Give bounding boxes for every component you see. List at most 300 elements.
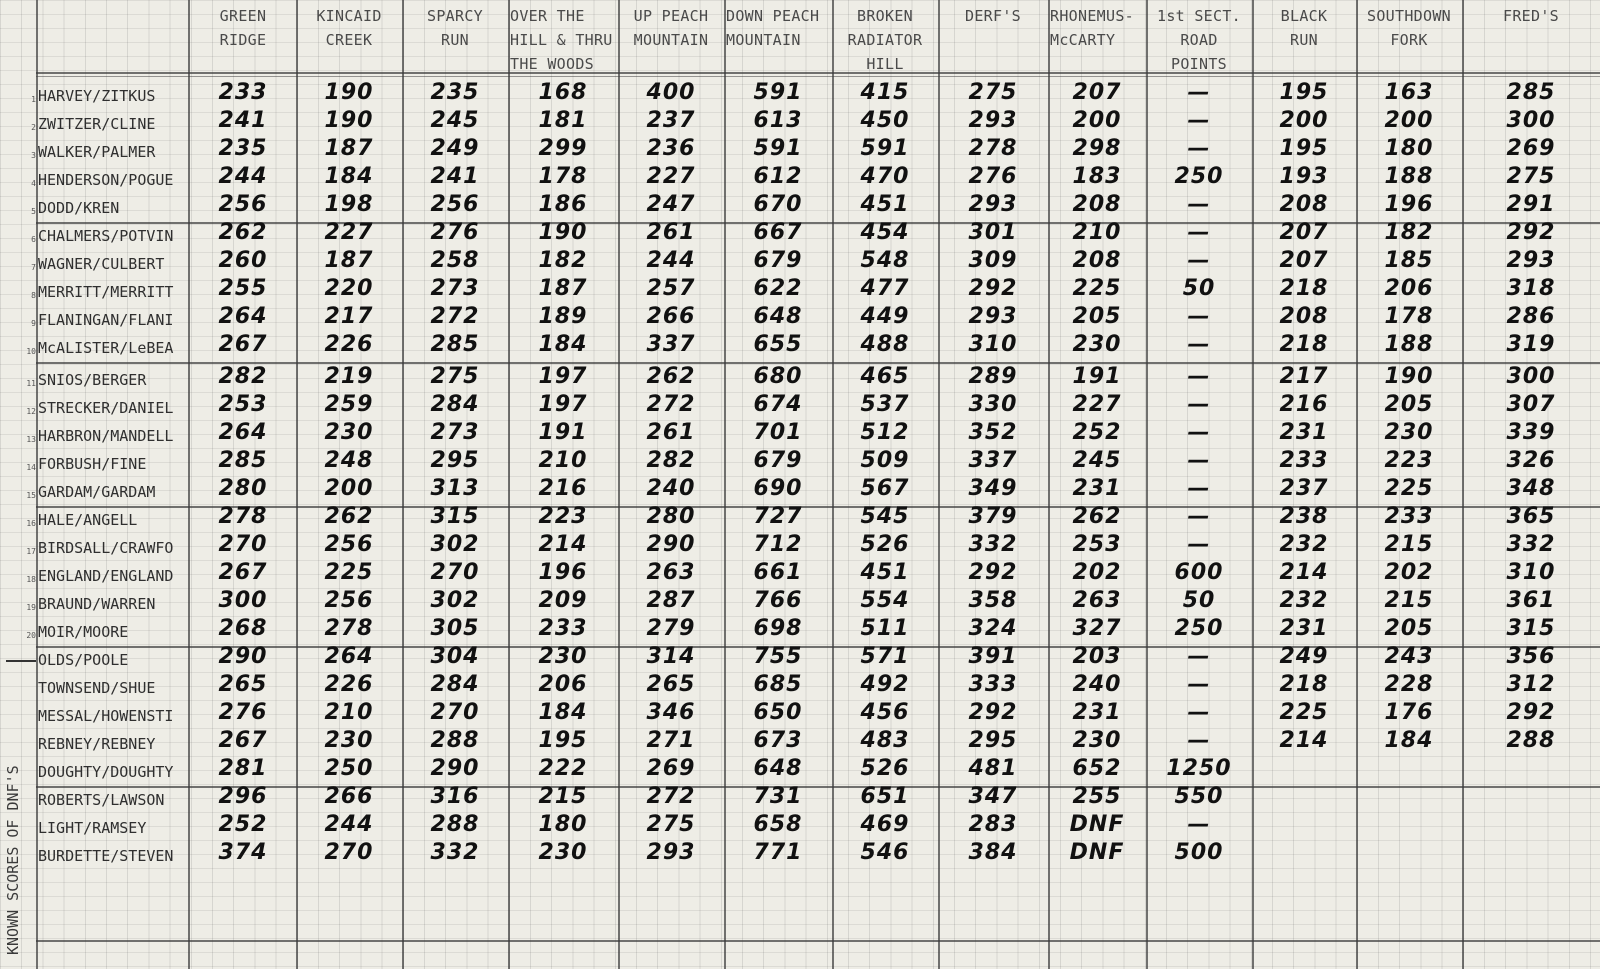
score-cell: 304 [430,644,480,669]
score-cell: 554 [860,588,910,613]
row-number: 3 [31,151,36,160]
score-cell: 232 [1279,532,1329,557]
score-cell: 225 [1279,700,1329,725]
score-cell: 356 [1506,644,1556,669]
score-cell: 346 [646,700,696,725]
score-cell: 272 [430,304,480,329]
score-cell: 240 [646,476,696,501]
score-cell: 296 [218,784,268,809]
team-name-text: OLDS/POOLE [38,651,129,669]
score-cell: 276 [968,164,1018,189]
score-cell: 267 [218,728,268,753]
score-cell: 258 [430,248,480,273]
score-cell: 293 [968,108,1018,133]
row-number: 20 [26,631,36,640]
score-cell: 214 [1279,728,1329,753]
score-cell: — [1187,672,1211,697]
score-cell: 218 [1279,276,1329,301]
score-cell: 245 [1072,448,1122,473]
score-cell: — [1187,644,1211,669]
row-number: 12 [26,407,36,416]
score-cell: 226 [324,672,374,697]
score-cell: 198 [324,192,374,217]
row-number: 16 [26,519,36,528]
score-cell: 187 [324,248,374,273]
score-cell: 680 [753,364,803,389]
row-divider [36,72,1600,74]
score-cell: 195 [538,728,588,753]
score-cell: 185 [1384,248,1434,273]
score-cell: 235 [430,80,480,105]
score-cell: 674 [753,392,803,417]
score-cell: 205 [1072,304,1122,329]
score-cell: 200 [1384,108,1434,133]
score-cell: 207 [1279,220,1329,245]
team-name-text: HARBRON/MANDELL [38,427,174,445]
score-cell: 189 [538,304,588,329]
score-cell: 269 [1506,136,1556,161]
row-number: 18 [26,575,36,584]
score-cell: 318 [1506,276,1556,301]
score-cell: 314 [646,644,696,669]
score-cell: 244 [218,164,268,189]
team-name-text: WALKER/PALMER [38,143,156,161]
score-cell: 215 [1384,532,1434,557]
score-cell: 648 [753,304,803,329]
score-cell: 292 [1506,700,1556,725]
score-cell: 285 [1506,80,1556,105]
column-header: FRED'S [1503,7,1559,25]
row-number: 14 [26,463,36,472]
team-name [31,308,188,332]
score-cell: 215 [538,784,588,809]
score-cell: 673 [753,728,803,753]
score-cell: 273 [430,420,480,445]
score-cell: 481 [968,756,1018,781]
score-cell: 278 [324,616,374,641]
team-name [26,396,188,420]
score-cell: 261 [646,220,696,245]
score-cell: 287 [646,588,696,613]
team-name [38,732,188,756]
score-cell: 270 [430,700,480,725]
score-cell: 249 [1279,644,1329,669]
score-cell: — [1187,80,1211,105]
score-cell: 50 [1182,276,1216,301]
team-name-text: GARDAM/GARDAM [38,483,156,501]
team-name [38,816,188,840]
score-cell: 312 [1506,672,1556,697]
score-cell: — [1187,136,1211,161]
score-cell: 180 [1384,136,1434,161]
score-cell: 261 [646,420,696,445]
score-cell: 226 [324,332,374,357]
team-name-text: BRAUND/WARREN [38,595,156,613]
team-name-text: TOWNSEND/SHUE [38,679,156,697]
score-cell: 266 [646,304,696,329]
score-cell: 252 [1072,420,1122,445]
score-cell: 727 [753,504,803,529]
team-name-text: FLANINGAN/FLANI [38,311,174,329]
team-name-text: LIGHT/RAMSEY [38,819,147,837]
score-cell: 228 [1384,672,1434,697]
score-cell: 262 [218,220,268,245]
score-cell: 178 [1384,304,1434,329]
score-cell: 200 [1279,108,1329,133]
score-cell: 214 [538,532,588,557]
score-cell: 240 [1072,672,1122,697]
score-cell: 374 [218,840,268,865]
score-cell: — [1187,304,1211,329]
score-cell: — [1187,532,1211,557]
score-cell: 215 [1384,588,1434,613]
score-cell: 187 [324,136,374,161]
score-cell: 284 [430,392,480,417]
column-header: SOUTHDOWN FORK [1367,7,1451,49]
score-cell: 550 [1174,784,1224,809]
score-cell: 289 [968,364,1018,389]
score-cell: 241 [430,164,480,189]
score-cell: 679 [753,448,803,473]
score-cell: 190 [1384,364,1434,389]
score-cell: 511 [860,616,910,641]
score-cell: 337 [646,332,696,357]
team-name [26,564,188,588]
score-cell: 291 [1506,192,1556,217]
score-cell: 667 [753,220,803,245]
score-cell: 275 [968,80,1018,105]
score-cell: 470 [860,164,910,189]
score-cell: 253 [1072,532,1122,557]
column-header: RHONEMUS- McCARTY [1050,7,1134,49]
score-cell: 347 [968,784,1018,809]
score-cell: 492 [860,672,910,697]
score-cell: 208 [1279,304,1329,329]
score-cell: 255 [1072,784,1122,809]
score-cell: 236 [646,136,696,161]
score-cell: 202 [1072,560,1122,585]
team-name [26,424,188,448]
score-cell: 231 [1072,476,1122,501]
score-cell: 284 [430,672,480,697]
score-cell: 332 [968,532,1018,557]
score-cell: 253 [218,392,268,417]
score-cell: 248 [324,448,374,473]
row-divider [36,76,1600,77]
score-cell: 701 [753,420,803,445]
score-cell: 218 [1279,332,1329,357]
score-cell: 257 [646,276,696,301]
score-cell: 231 [1279,420,1329,445]
score-cell: 698 [753,616,803,641]
score-cell: 270 [324,840,374,865]
column-header: SPARCY RUN [427,7,483,49]
score-cell: 193 [1279,164,1329,189]
score-cell: 500 [1174,840,1224,865]
score-cell: 293 [968,192,1018,217]
team-name-text: WAGNER/CULBERT [38,255,165,273]
score-cell: 280 [646,504,696,529]
score-cell: 273 [430,276,480,301]
score-cell: 207 [1279,248,1329,273]
score-cell: 319 [1506,332,1556,357]
score-cell: 190 [324,108,374,133]
score-cell: 209 [538,588,588,613]
score-cell: 650 [753,700,803,725]
score-cell: 163 [1384,80,1434,105]
row-number: 2 [31,123,36,132]
score-cell: 591 [753,136,803,161]
score-cell: 488 [860,332,910,357]
score-cell: 285 [430,332,480,357]
score-cell: 567 [860,476,910,501]
score-cell: 661 [753,560,803,585]
score-cell: 301 [968,220,1018,245]
score-cell: 299 [538,136,588,161]
score-cell: 450 [860,108,910,133]
score-cell: 278 [968,136,1018,161]
score-cell: 188 [1384,332,1434,357]
score-cell: 449 [860,304,910,329]
score-cell: 202 [1384,560,1434,585]
score-cell: 771 [753,840,803,865]
row-number: 8 [31,291,36,300]
score-cell: 268 [218,616,268,641]
score-cell: 526 [860,756,910,781]
score-cell: 282 [646,448,696,473]
team-name-text: REBNEY/REBNEY [38,735,156,753]
score-cell: 217 [324,304,374,329]
score-cell: 184 [324,164,374,189]
score-cell: 250 [324,756,374,781]
score-cell: 332 [1506,532,1556,557]
score-cell: 315 [1506,616,1556,641]
score-cell: 537 [860,392,910,417]
score-cell: 300 [218,588,268,613]
score-cell: 477 [860,276,910,301]
score-cell: 512 [860,420,910,445]
score-cell: 272 [646,392,696,417]
team-name [38,844,188,868]
score-cell: 451 [860,192,910,217]
score-cell: — [1187,476,1211,501]
score-cell: 190 [538,220,588,245]
score-cell: 200 [324,476,374,501]
score-cell: 591 [860,136,910,161]
score-cell: 243 [1384,644,1434,669]
score-cell: 263 [646,560,696,585]
score-cell: 200 [1072,108,1122,133]
score-cell: 210 [538,448,588,473]
row-number: 6 [31,235,36,244]
score-cell: 265 [646,672,696,697]
team-name [26,620,188,644]
score-cell: 207 [1072,80,1122,105]
score-cell: — [1187,248,1211,273]
score-cell: 282 [218,364,268,389]
score-cell: 265 [218,672,268,697]
score-cell: 219 [324,364,374,389]
score-cell: 244 [324,812,374,837]
score-cell: 225 [324,560,374,585]
row-number: 5 [31,207,36,216]
score-cell: 281 [218,756,268,781]
score-cell: 648 [753,756,803,781]
score-cell: 237 [646,108,696,133]
score-cell: — [1187,812,1211,837]
score-cell: 249 [430,136,480,161]
score-cell: 196 [1384,192,1434,217]
score-cell: 222 [538,756,588,781]
score-cell: 208 [1279,192,1329,217]
score-cell: 181 [538,108,588,133]
score-cell: 195 [1279,80,1329,105]
row-number: 17 [26,547,36,556]
score-cell: 267 [218,560,268,585]
score-cell: DNF [1069,812,1125,837]
score-cell: 230 [1072,332,1122,357]
score-cell: 227 [324,220,374,245]
score-cell: 292 [968,276,1018,301]
score-cell: 208 [1072,192,1122,217]
score-cell: 290 [218,644,268,669]
team-name [31,112,188,136]
score-cell: 256 [324,588,374,613]
score-cell: 352 [968,420,1018,445]
score-cell: 216 [538,476,588,501]
team-name-text: SNIOS/BERGER [38,371,147,389]
column-header: GREEN RIDGE [219,7,267,49]
score-cell: — [1187,332,1211,357]
score-cell: 269 [646,756,696,781]
score-cell: 223 [538,504,588,529]
score-cell: 348 [1506,476,1556,501]
score-cell: 456 [860,700,910,725]
score-cell: 232 [1279,588,1329,613]
score-cell: 264 [324,644,374,669]
score-cell: 339 [1506,420,1556,445]
score-cell: 307 [1506,392,1556,417]
team-name-text: ENGLAND/ENGLAND [38,567,174,585]
score-cell: 270 [218,532,268,557]
score-cell: 184 [538,700,588,725]
score-cell: 622 [753,276,803,301]
score-cell: 197 [538,392,588,417]
score-cell: 309 [968,248,1018,273]
score-cell: — [1187,728,1211,753]
score-cell: 465 [860,364,910,389]
score-cell: 178 [538,164,588,189]
team-name [26,368,188,392]
score-cell: 230 [324,728,374,753]
row-number: 1 [31,95,36,104]
score-cell: 187 [538,276,588,301]
score-cell: 250 [1174,616,1224,641]
team-name-text: BURDETTE/STEVEN [38,847,174,865]
score-cell: 305 [430,616,480,641]
score-cell: 288 [430,728,480,753]
team-name [31,84,188,108]
team-name-text: MOIR/MOORE [38,623,129,641]
team-name-text: HALE/ANGELL [38,511,138,529]
score-cell: 218 [1279,672,1329,697]
score-cell: 313 [430,476,480,501]
score-cell: 227 [1072,392,1122,417]
score-cell: 205 [1384,616,1434,641]
score-cell: 288 [1506,728,1556,753]
score-cell: 260 [218,248,268,273]
team-name-text: DOUGHTY/DOUGHTY [38,763,174,781]
team-name [31,224,188,248]
score-cell: 180 [538,812,588,837]
score-cell: 295 [430,448,480,473]
score-cell: 290 [646,532,696,557]
score-cell: 292 [1506,220,1556,245]
score-cell: 259 [324,392,374,417]
column-header: KINCAID CREEK [316,7,382,49]
team-name [38,788,188,812]
score-cell: 690 [753,476,803,501]
score-cell: 349 [968,476,1018,501]
team-name-text: HENDERSON/POGUE [38,171,174,189]
score-cell: 208 [1072,248,1122,273]
score-cell: 652 [1072,756,1122,781]
score-cell: 262 [1072,504,1122,529]
score-cell: 176 [1384,700,1434,725]
row-number: 4 [31,179,36,188]
score-cell: 310 [968,332,1018,357]
score-cell: 292 [968,700,1018,725]
team-name [26,592,188,616]
row-number: 15 [26,491,36,500]
score-cell: 250 [1174,164,1224,189]
score-cell: 290 [430,756,480,781]
score-cell: 280 [218,476,268,501]
row-number: 13 [26,435,36,444]
score-cell: 302 [430,588,480,613]
score-cell: 186 [538,192,588,217]
team-name [26,480,188,504]
score-cell: — [1187,448,1211,473]
team-name [38,676,188,700]
score-cell: 230 [538,644,588,669]
row-divider [36,940,1600,942]
score-cell: 600 [1174,560,1224,585]
score-cell: 233 [218,80,268,105]
score-cell: 271 [646,728,696,753]
score-cell: 270 [430,560,480,585]
score-cell: 293 [968,304,1018,329]
score-cell: 256 [218,192,268,217]
score-cell: 415 [860,80,910,105]
team-name-text: ZWITZER/CLINE [38,115,156,133]
score-cell: DNF [1069,840,1125,865]
score-cell: 315 [430,504,480,529]
score-cell: 292 [968,560,1018,585]
score-cell: 230 [1072,728,1122,753]
team-name [26,452,188,476]
score-cell: 469 [860,812,910,837]
row-number: 7 [31,263,36,272]
score-cell: 264 [218,304,268,329]
score-cell: 571 [860,644,910,669]
score-cell: 286 [1506,304,1556,329]
column-header: OVER THE HILL & THRU THE WOODS [510,7,613,73]
score-cell: 50 [1182,588,1216,613]
score-cell: 188 [1384,164,1434,189]
team-name [31,196,188,220]
score-cell: 233 [1384,504,1434,529]
